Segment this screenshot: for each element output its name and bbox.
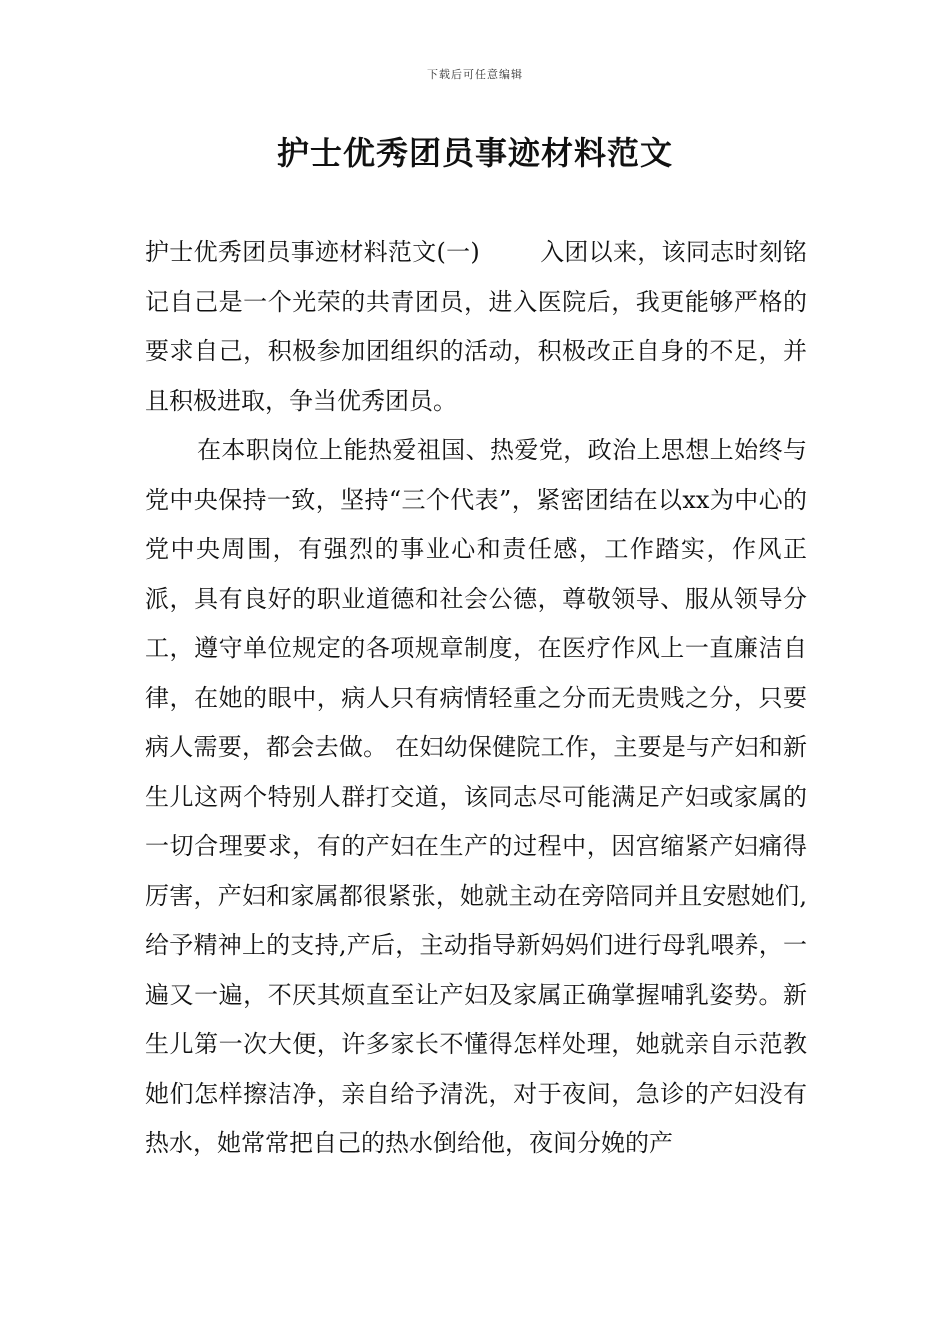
header-note: 下载后可任意编辑 <box>427 68 523 81</box>
paragraph-1 <box>145 228 807 426</box>
document-title: 护士优秀团员事迹材料范文 <box>276 134 673 172</box>
paragraph-1-text: 入团以来，该同志时刻铭记自己是一个光荣的共青团员，进入医院后，我更能够严格的要求自己，积极参加团组织的活动，积极改正自身的不足，并且积极进取，争当优秀团员。 <box>145 238 807 415</box>
section-heading: 护士优秀团员事迹材料范文(一) <box>145 238 480 266</box>
document-body <box>145 228 807 1169</box>
paragraph-2: 在本职岗位上能热爱祖国、热爱党，政治上思想上始终与党中央保持一致，坚持“三个代表”，紧密团结在以xx为中心的党中央周围，有强烈的事业心和责任感，工作踏实，作风正派，具有良好的职业道德和社会公德，尊敬领导、服从领导分工，遵守单位规定的各项规章制度，在医疗作风上一直廉洁自律，在她的眼中，病人只有病情轻重之分而无贵贱之分，只要病人需要，都会去做。 在妇幼保健院工作，主要是与产妇和新生儿这两个特别人群打交道，该同志尽可能满足产妇或家属的一切合理要求，有的产妇在生产的过程中，因宫缩紧产妇痛得厉害，产妇和家属都很紧张，她就主动在旁陪同并且安慰她们,给予精神上的支持,产后，主动指导新妈妈们进行母乳喂养，一遍又一遍，不厌其烦直至让产妇及家属正确掌握哺乳姿势。新生儿第一次大便，许多家长不懂得怎样处理，她就亲自示范教她们怎样擦洁净，亲自给予清洗，对于夜间，急诊的产妇没有热水，她常常把自己的热水倒给他，夜间分娩的产 <box>145 436 807 1157</box>
